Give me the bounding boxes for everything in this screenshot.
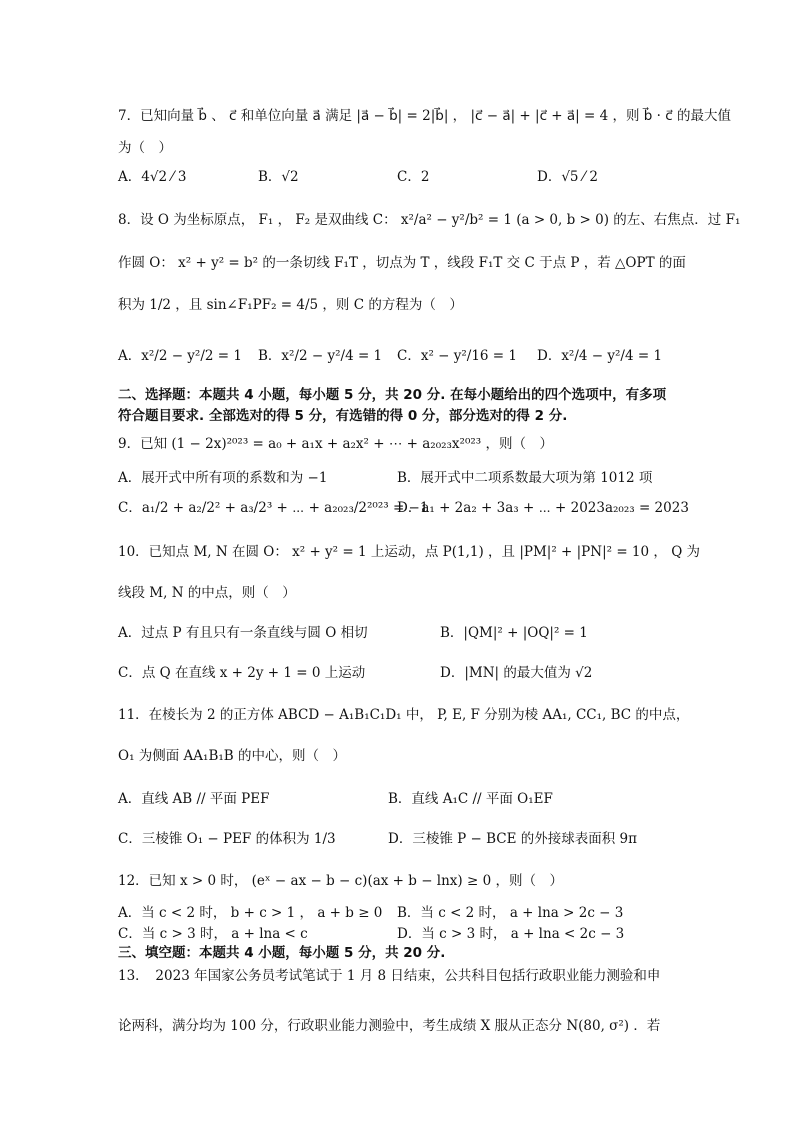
q11-stem-line-1: 11．在棱长为 2 的正方体 ABCD − A₁B₁C₁D₁ 中， P, E, F 分别为棱 AA₁, CC₁, BC 的中点， xyxy=(118,707,690,723)
q9-option-c: C．a₁/2 + a₂/2² + a₃/2³ + ⋯ + a₂₀₂₃/2²⁰²³ = −1 xyxy=(118,500,429,516)
q8-option-a: A．x²/2 − y²/2 = 1 xyxy=(118,348,242,364)
q7-stem-line-2: 为（ ） xyxy=(118,140,172,156)
q11-option-c: C．三棱锥 O₁ − PEF 的体积为 1/3 xyxy=(118,831,336,847)
q7-option-c: C．2 xyxy=(397,169,430,185)
q10-stem-line-2: 线段 M, N 的中点，则（ ） xyxy=(118,585,296,601)
q9-stem: 9．已知 (1 − 2x)²⁰²³ = a₀ + a₁x + a₂x² + ⋯ + a₂₀₂₃x²⁰²³ ，则（ ） xyxy=(118,436,553,452)
q11-stem-line-2: O₁ 为侧面 AA₁B₁B 的中心，则（ ） xyxy=(118,748,347,764)
q12-option-b: B．当 c < 2 时， a + lna > 2c − 3 xyxy=(397,905,624,921)
q10-option-c: C．点 Q 在直线 x + 2y + 1 = 0 上运动 xyxy=(118,665,366,681)
section-2-header-line-2: 符合题目要求. 全部选对的得 5 分，有选错的得 0 分，部分选对的得 2 分. xyxy=(118,408,568,424)
q10-stem-line-1: 10．已知点 M, N 在圆 O： x² + y² = 1 上运动，点 P(1,1) ，且 |PM|² + |PN|² = 10 ， Q 为 xyxy=(118,544,701,560)
q11-option-b: B．直线 A₁C // 平面 O₁EF xyxy=(388,791,553,807)
q9-option-b: B．展开式中二项系数最大项为第 1012 项 xyxy=(397,470,653,486)
q12-stem: 12．已知 x > 0 时， (eˣ − ax − b − c)(ax + b − lnx) ≥ 0 ，则（ ） xyxy=(118,873,563,889)
q7-option-d: D．√5 ⁄ 2 xyxy=(537,169,598,185)
section-2-header-line-1: 二、选择题：本题共 4 小题，每小题 5 分，共 20 分. 在每小题给出的四个选项中，有多项 xyxy=(118,387,667,403)
q9-option-a: A．展开式中所有项的系数和为 −1 xyxy=(118,470,328,486)
q12-option-d: D．当 c > 3 时， a + lna < 2c − 3 xyxy=(397,926,625,942)
q7-option-a: A．4√2 ⁄ 3 xyxy=(118,169,187,185)
q7-option-b: B．√2 xyxy=(258,169,299,185)
q7-stem-line-1: 7．已知向量 b⃗ 、 c⃗ 和单位向量 a⃗ 满足 |a⃗ − b⃗| = 2|b⃗| ， |c⃗ − a⃗| + |c⃗ + a⃗| = 4 ，则 b⃗ · c⃗ 的最大值 xyxy=(118,108,731,124)
q8-stem-line-3: 积为 1/2 ，且 sin∠F₁PF₂ = 4/5 ，则 C 的方程为（ ） xyxy=(118,297,463,313)
q12-option-a: A．当 c < 2 时， b + c > 1 ， a + b ≥ 0 xyxy=(118,905,383,921)
q13-stem-line-1: 13． 2023 年国家公务员考试笔试于 1 月 8 日结束，公共科目包括行政职业能力测验和申 xyxy=(118,968,661,984)
q10-option-d: D．|MN| 的最大值为 √2 xyxy=(440,665,593,681)
q8-stem-line-2: 作圆 O： x² + y² = b² 的一条切线 F₁T ，切点为 T ，线段 F₁T 交 C 于点 P ，若 △OPT 的面 xyxy=(118,255,686,271)
q10-option-b: B．|QM|² + |OQ|² = 1 xyxy=(440,625,588,641)
q8-option-c: C．x² − y²/16 = 1 xyxy=(397,348,517,364)
q13-stem-line-2: 论两科，满分均为 100 分，行政职业能力测验中，考生成绩 X 服从正态分 N(80, σ²) ．若 xyxy=(118,1018,661,1034)
q8-option-b: B．x²/2 − y²/4 = 1 xyxy=(258,348,383,364)
q8-option-d: D．x²/4 − y²/4 = 1 xyxy=(537,348,663,364)
q11-option-d: D．三棱锥 P − BCE 的外接球表面积 9π xyxy=(388,831,637,847)
q11-option-a: A．直线 AB // 平面 PEF xyxy=(118,791,270,807)
section-3-header: 三、填空题：本题共 4 小题，每小题 5 分，共 20 分. xyxy=(118,945,446,961)
q12-option-c: C．当 c > 3 时， a + lna < c xyxy=(118,926,308,942)
q10-option-a: A．过点 P 有且只有一条直线与圆 O 相切 xyxy=(118,625,368,641)
q8-stem-line-1: 8．设 O 为坐标原点， F₁ ， F₂ 是双曲线 C： x²/a² − y²/b² = 1 (a > 0, b > 0) 的左、右焦点．过 F₁ xyxy=(118,212,741,228)
q9-option-d: D．a₁ + 2a₂ + 3a₃ + ⋯ + 2023a₂₀₂₃ = 2023 xyxy=(397,500,689,516)
